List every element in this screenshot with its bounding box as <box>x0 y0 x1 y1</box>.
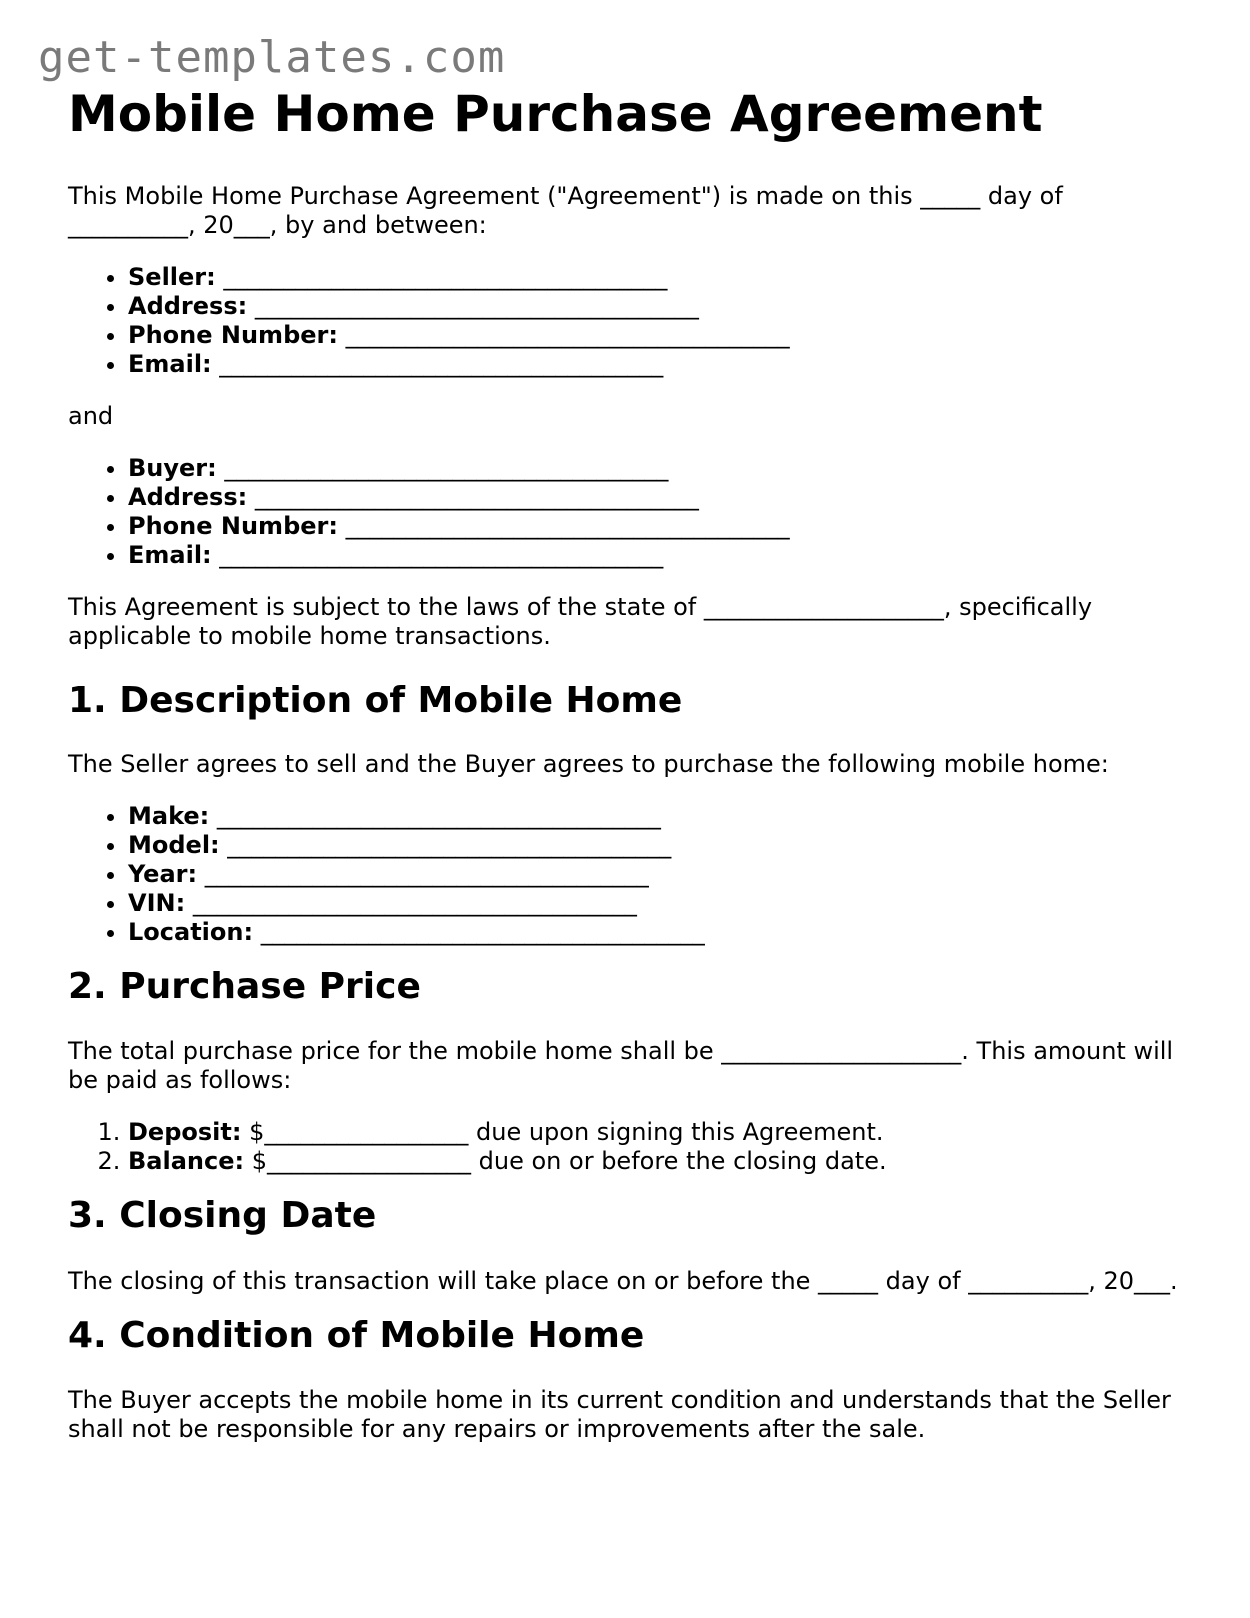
field-blank: _____________________________________ <box>216 802 661 831</box>
field-blank: _____________________________________ <box>260 918 705 947</box>
page-title: Mobile Home Purchase Agreement <box>68 85 1043 143</box>
buyer-address-field <box>128 483 1188 512</box>
payment-label: Deposit: <box>128 1118 242 1147</box>
field-label: Email: <box>128 350 212 378</box>
seller-name-field <box>128 263 1188 292</box>
field-label: Make: <box>128 802 210 831</box>
field-blank: _____________________________________ <box>345 512 790 540</box>
home-field-list <box>68 802 1188 947</box>
field-label: Seller: <box>128 263 216 291</box>
seller-address-field <box>128 292 1188 321</box>
buyer-email-field <box>128 541 1188 570</box>
field-label: Model: <box>128 831 220 860</box>
document-body <box>68 84 1188 1444</box>
buyer-phone-field <box>128 512 1188 541</box>
field-label: Phone Number: <box>128 321 338 349</box>
field-blank: _____________________________________ <box>227 831 672 860</box>
deposit-item <box>128 1118 1188 1147</box>
field-blank: _____________________________________ <box>219 350 664 378</box>
payment-terms: $_________________ due upon signing this Agreement. <box>249 1118 884 1147</box>
field-blank: _____________________________________ <box>254 483 699 511</box>
field-blank: _____________________________________ <box>224 454 669 482</box>
section-4-text: The Buyer accepts the mobile home in its current condition and understands that the Seller shall not be responsible for any repairs or improvements after the sale. <box>68 1385 1171 1443</box>
year-field <box>128 860 1188 889</box>
field-label: Year: <box>128 860 198 889</box>
section-1-heading: 1. Description of Mobile Home <box>68 680 683 721</box>
vin-field <box>128 889 1188 918</box>
field-blank: _____________________________________ <box>204 860 649 889</box>
section-3-text: The closing of this transaction will take place on or before the _____ day of __________, 20___. <box>68 1266 1178 1295</box>
and-text: and <box>68 402 114 430</box>
field-label: Address: <box>128 292 248 320</box>
buyer-name-field <box>128 454 1188 483</box>
field-label: Location: <box>128 918 254 947</box>
section-2-text: The total purchase price for the mobile home shall be ____________________. This amount will be paid as follows: <box>68 1037 1174 1095</box>
seller-phone-field <box>128 321 1188 350</box>
make-field <box>128 802 1188 831</box>
field-label: Address: <box>128 483 248 511</box>
intro-paragraph: This Mobile Home Purchase Agreement ("Agreement") is made on this _____ day of __________, 20___, by and between: <box>68 182 1063 239</box>
seller-email-field <box>128 350 1188 379</box>
section-4-heading: 4. Condition of Mobile Home <box>68 1314 645 1356</box>
section-2-heading: 2. Purchase Price <box>68 966 421 1008</box>
location-field <box>128 918 1188 947</box>
watermark: get-templates.com <box>38 32 506 83</box>
seller-field-list <box>68 263 1188 379</box>
payment-terms: $_________________ due on or before the closing date. <box>251 1147 887 1176</box>
payment-label: Balance: <box>128 1147 245 1176</box>
field-label: VIN: <box>128 889 186 918</box>
field-blank: _____________________________________ <box>345 321 790 349</box>
field-label: Buyer: <box>128 454 217 482</box>
field-blank: _____________________________________ <box>223 263 668 291</box>
field-label: Email: <box>128 541 212 569</box>
field-blank: _____________________________________ <box>192 889 637 918</box>
buyer-field-list <box>68 454 1188 570</box>
governing-law-paragraph: This Agreement is subject to the laws of the state of ____________________, specifically applicable to mobile home transactions. <box>68 593 1093 650</box>
section-3-heading: 3. Closing Date <box>68 1195 377 1237</box>
payment-list <box>68 1118 1188 1176</box>
balance-item <box>128 1147 1188 1176</box>
model-field <box>128 831 1188 860</box>
section-1-text: The Seller agrees to sell and the Buyer agrees to purchase the following mobile home: <box>68 750 1109 779</box>
field-blank: _____________________________________ <box>219 541 664 569</box>
field-label: Phone Number: <box>128 512 338 540</box>
field-blank: _____________________________________ <box>254 292 699 320</box>
